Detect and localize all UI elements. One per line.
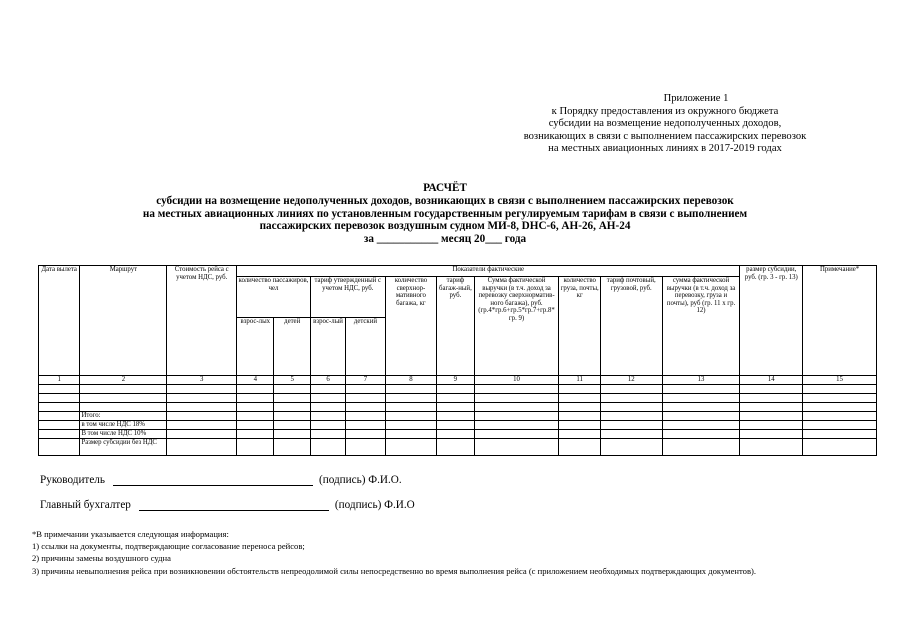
- table-row: [39, 394, 877, 403]
- column-number: 15: [803, 376, 877, 385]
- header-child-tariff: детский: [346, 318, 385, 376]
- header-baggage-tariff: тариф багаж-ный, руб.: [437, 277, 474, 376]
- header-date: Дата вылета: [39, 266, 80, 376]
- appendix-line: субсидии на возмещение недополученных доходов,: [548, 118, 782, 130]
- summary-label: В том числе НДС 10%: [80, 430, 167, 439]
- header-adults: взрос-лых: [237, 318, 274, 376]
- summary-label: Размер субсидии без НДС: [80, 439, 167, 456]
- column-number-row: [39, 376, 877, 385]
- document-heading: РАСЧЁТ: [423, 182, 467, 194]
- header-excess-baggage: количество сверхнор-мативного багажа, кг: [385, 277, 437, 376]
- footnote-item: 3) причины невыполнения рейса при возникновении обстоятельств непреодолимой силы непосредственно во время выполнения рейса (с приложением необходимых подтверждающих документов).: [32, 565, 757, 576]
- header-cargo: количество груза, почты, кг: [559, 277, 600, 376]
- column-number: 11: [559, 376, 600, 385]
- appendix-line: возникающих в связи с выполнением пассажирских перевозок: [523, 130, 807, 142]
- column-number: 6: [310, 376, 345, 385]
- appendix-block: [490, 93, 840, 156]
- signature-accountant-line: [139, 499, 329, 511]
- header-pax-count: количество пассажиров, чел: [237, 277, 311, 318]
- column-number: 3: [167, 376, 237, 385]
- summary-label: в том числе НДС 18%: [80, 421, 167, 430]
- footnotes: [32, 528, 877, 577]
- signature-head: [40, 474, 402, 486]
- signature-head-line: [113, 474, 313, 486]
- header-postal-tariff: тариф почтовый, грузовой, руб.: [600, 277, 662, 376]
- column-number: 13: [662, 376, 740, 385]
- appendix-line: к Порядку предоставления из окружного бюджета: [551, 105, 779, 117]
- header-children: детей: [274, 318, 310, 376]
- header-route: Маршрут: [80, 266, 167, 376]
- footnote-intro: *В примечании указывается следующая информация:: [32, 529, 229, 539]
- header-cost: Стоимость рейса с учетом НДС, руб.: [167, 266, 237, 376]
- document-subtitle-line: на местных авиационных линиях по установленным государственным регулируемым тарифам в связи с выполнением: [142, 207, 748, 220]
- column-number: 14: [740, 376, 803, 385]
- signature-accountant-suffix: (подпись) Ф.И.О: [334, 499, 415, 511]
- column-number: 12: [600, 376, 662, 385]
- column-number: 4: [237, 376, 274, 385]
- footnote-item: 1) ссылки на документы, подтверждающие согласование переноса рейсов;: [32, 541, 305, 552]
- table-row: [39, 403, 877, 412]
- column-number: 5: [274, 376, 310, 385]
- summary-row: [39, 421, 877, 430]
- column-number: 8: [385, 376, 437, 385]
- header-subsidy: размер субсидии, руб. (гр. 3 - гр. 13): [740, 266, 803, 376]
- appendix-title: Приложение 1: [663, 93, 729, 104]
- header-actual-indicators: Показатели фактические: [237, 266, 740, 277]
- header-revenue-total: сумма фактической выручки (в т.ч. доход за перевозку, груза и почты), руб (гр. 11 х гр. 12): [662, 277, 740, 376]
- summary-row: [39, 430, 877, 439]
- summary-label: Итого:: [80, 412, 167, 421]
- appendix-line: на местных авиационных линиях в 2017-2019 годах: [548, 143, 782, 155]
- header-row: [39, 266, 877, 277]
- column-number: 7: [346, 376, 385, 385]
- document-title-block: [40, 182, 850, 246]
- header-revenue-sum: Сумма фактической выручки (в т.ч. доход за перевозку сверхнорматив-ного багажа), руб. (гр.4*гр.6+гр.5*гр.7+гр.8* гр. 9): [474, 277, 559, 376]
- column-number: 2: [80, 376, 167, 385]
- subsidy-table: [38, 265, 877, 456]
- header-note: Примечание*: [803, 266, 877, 376]
- signature-head-suffix: (подпись) Ф.И.О.: [318, 474, 402, 486]
- document-subtitle-line: субсидии на возмещение недополученных доходов, возникающих в связи с выполнением пассажирских перевозок: [156, 194, 734, 207]
- document-subtitle-line: пассажирских перевозок воздушным судном МИ-8, DHC-6, АН-26, АН-24: [259, 220, 631, 233]
- summary-row: [39, 439, 877, 456]
- document-period-line: за ___________ месяц 20___ года: [363, 233, 527, 246]
- signature-accountant: [40, 499, 415, 511]
- signature-accountant-label: Главный бухгалтер: [40, 499, 131, 511]
- column-number: 10: [474, 376, 559, 385]
- table-row: [39, 385, 877, 394]
- column-number: 1: [39, 376, 80, 385]
- summary-row: [39, 412, 877, 421]
- header-adult-tariff: взрос-лый: [310, 318, 345, 376]
- footnote-item: 2) причины замены воздушного судна: [32, 553, 171, 564]
- header-tariff: тариф утвержденный с учетом НДС, руб.: [310, 277, 385, 318]
- signature-head-label: Руководитель: [40, 474, 105, 486]
- column-number: 9: [437, 376, 474, 385]
